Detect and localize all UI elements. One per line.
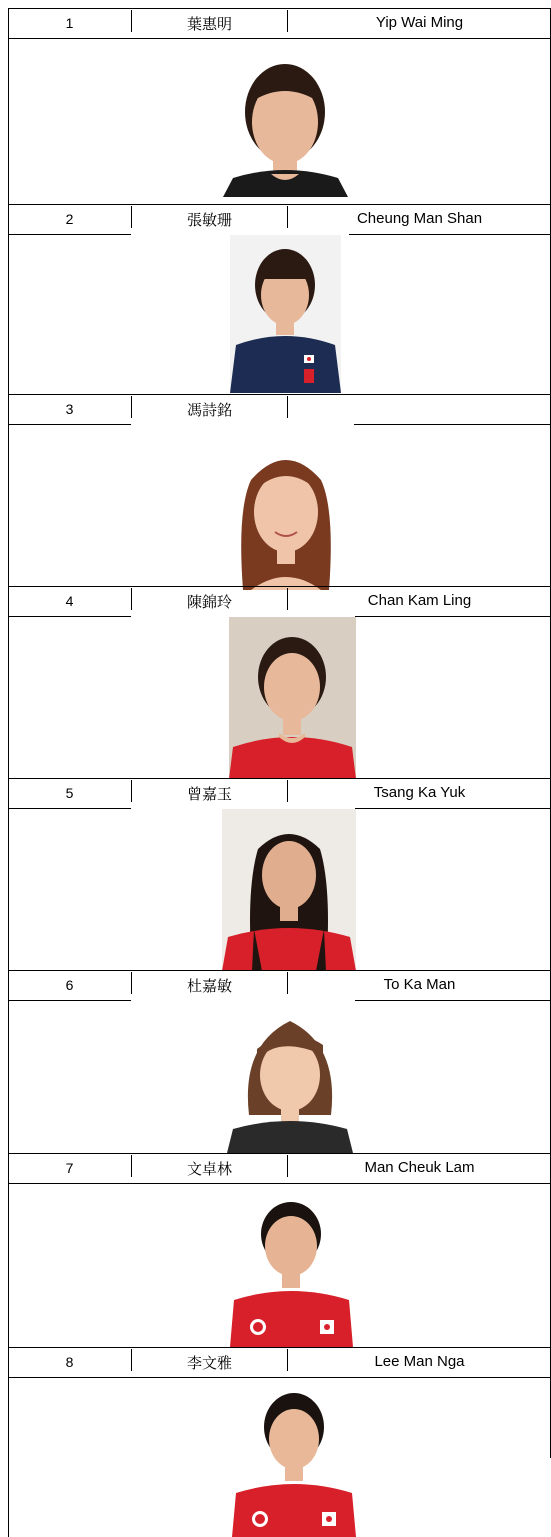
photo-row [8, 425, 551, 591]
photo-row [8, 1184, 551, 1347]
photo-row [8, 235, 551, 394]
player-english-name: Yip Wai Ming [375, 14, 464, 31]
player-number: 1 [65, 15, 74, 31]
photo-row [8, 809, 551, 971]
player-english-name: To Ka Man [383, 976, 456, 993]
player-english-name: Cheung Man Shan [356, 210, 483, 227]
player-number: 6 [65, 977, 74, 993]
table-row [8, 586, 551, 616]
table-row [8, 8, 551, 38]
player-chinese-name: 文卓林 [186, 1160, 232, 1178]
portrait-photo [227, 1005, 353, 1153]
player-number: 5 [65, 785, 74, 801]
portrait-photo [229, 617, 356, 779]
portrait-photo [222, 809, 356, 971]
player-english-name: Man Cheuk Lam [364, 1159, 475, 1176]
table-row [8, 394, 551, 424]
player-chinese-name: 杜嘉敏 [186, 977, 232, 995]
table-row [8, 204, 551, 234]
table-row [8, 970, 551, 1000]
player-chinese-name: 曾嘉玉 [186, 785, 232, 803]
table-row [8, 1153, 551, 1183]
player-chinese-name: 李文雅 [186, 1354, 232, 1372]
player-number: 8 [65, 1354, 74, 1370]
player-number: 3 [65, 401, 74, 417]
table-row [8, 778, 551, 808]
player-chinese-name: 陳錦玲 [186, 593, 232, 611]
table-row [8, 1347, 551, 1377]
player-chinese-name: 葉惠明 [186, 15, 232, 33]
player-chinese-name: 張敏珊 [186, 211, 232, 229]
portrait-photo [230, 1192, 353, 1347]
player-english-name: Tsang Ka Yuk [373, 784, 466, 801]
photo-row [8, 617, 551, 779]
photo-row [8, 1001, 551, 1153]
portrait-photo [223, 50, 348, 197]
portrait-photo [223, 440, 349, 590]
player-number: 7 [65, 1160, 74, 1176]
player-english-name [288, 394, 551, 424]
player-chinese-name: 馮詩銘 [186, 401, 232, 419]
portrait-photo [230, 235, 341, 393]
portrait-photo [232, 1381, 356, 1537]
player-number: 4 [65, 593, 74, 609]
photo-row [8, 39, 551, 205]
player-number: 2 [65, 211, 74, 227]
photo-row [8, 1378, 551, 1537]
player-english-name: Chan Kam Ling [367, 592, 472, 609]
player-english-name: Lee Man Nga [374, 1353, 465, 1370]
player-roster-table [8, 8, 551, 1537]
